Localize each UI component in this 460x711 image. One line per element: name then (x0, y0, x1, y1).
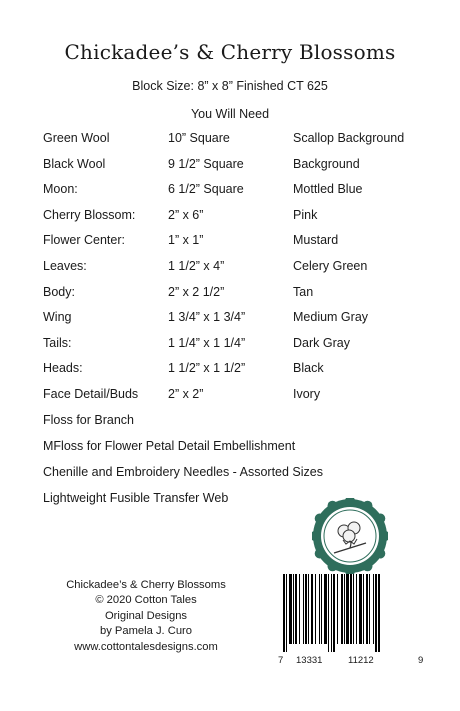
material-size: 1 1/4” x 1 1/4” (168, 335, 246, 350)
material-color: Mottled Blue (293, 182, 363, 197)
barcode-bar (373, 574, 374, 644)
material-row (43, 259, 443, 285)
material-item: Leaves: (43, 258, 87, 273)
material-color: Dark Gray (293, 335, 350, 350)
barcode-bar (378, 574, 380, 652)
barcode-bar (283, 574, 285, 652)
barcode-first-digit: 7 (278, 655, 284, 666)
barcode-bar (331, 574, 332, 652)
pattern-title: Chickadee’s & Cherry Blossoms (64, 40, 396, 64)
material-item: Wing (43, 310, 72, 325)
barcode-bar (328, 574, 329, 652)
barcode-bar (299, 574, 300, 644)
material-item: Tails: (43, 335, 72, 350)
material-item: Green Wool (43, 131, 110, 145)
barcode-bar (346, 574, 349, 644)
credit-copyright: © 2020 Cotton Tales (95, 594, 197, 607)
extra-item: Floss for Branch (43, 413, 135, 427)
material-item: Moon: (43, 182, 78, 197)
barcode-bar (375, 574, 377, 652)
material-size: 6 1/2” Square (168, 182, 244, 197)
material-row (43, 310, 443, 336)
barcode-bar (315, 574, 316, 644)
material-color: Background (293, 156, 360, 171)
material-row (43, 182, 443, 208)
material-row (43, 285, 443, 311)
barcode-bar (286, 574, 287, 652)
barcode-bar (289, 574, 292, 644)
credit-title: Chickadee’s & Cherry Blossoms (66, 579, 226, 591)
material-row (43, 361, 443, 387)
need-heading: You Will Need (190, 107, 270, 121)
material-row (43, 208, 443, 234)
materials-table (43, 131, 443, 413)
barcode-bar (341, 574, 343, 644)
credits-block (56, 578, 236, 655)
cotton-boll-icon (312, 498, 388, 574)
material-item: Body: (43, 284, 75, 299)
material-size: 1 1/2” x 1 1/2” (168, 361, 246, 376)
material-color: Ivory (293, 386, 321, 401)
barcode-bar (366, 574, 368, 644)
material-size: 1 3/4” x 1 3/4” (168, 310, 246, 325)
barcode-bar (359, 574, 362, 644)
barcode (282, 574, 414, 652)
material-item: Heads: (43, 361, 83, 376)
barcode-bar (369, 574, 370, 644)
barcode-right-digits: 11212 (348, 655, 374, 666)
barcode-left-digits: 13331 (296, 655, 323, 666)
barcode-bar (350, 574, 352, 644)
credit-author: by Pamela J. Curo (99, 625, 193, 638)
credit-designs: Original Designs (104, 609, 188, 622)
material-color: Celery Green (293, 258, 368, 273)
material-size: 1” x 1” (168, 233, 204, 248)
barcode-bar (305, 574, 307, 644)
block-info: Block Size: 8” x 8” Finished CT 625 (132, 79, 328, 93)
barcode-bar (363, 574, 364, 644)
material-color: Medium Gray (293, 310, 369, 325)
barcode-last-digit: 9 (418, 655, 424, 666)
material-color: Black (293, 361, 324, 376)
barcode-bar (353, 574, 354, 644)
material-size: 2” x 6” (168, 207, 204, 222)
material-item: Black Wool (43, 156, 106, 171)
material-size: 2” x 2 1/2” (168, 284, 225, 299)
material-item: Cherry Blossom: (43, 207, 136, 222)
material-size: 2” x 2” (168, 386, 204, 401)
material-item: Face Detail/Buds (43, 386, 139, 401)
barcode-bar (311, 574, 313, 644)
extra-item: MFloss for Flower Petal Detail Embellishment (43, 439, 296, 453)
barcode-bar (303, 574, 304, 644)
material-size: 1 1/2” x 4” (168, 258, 225, 273)
barcode-bar (356, 574, 357, 644)
barcode-bar (295, 574, 297, 644)
material-row (43, 131, 443, 157)
extra-item: Lightweight Fusible Transfer Web (43, 491, 229, 505)
barcode-bar (321, 574, 322, 644)
barcode-bar (308, 574, 309, 644)
material-size: 9 1/2” Square (168, 156, 244, 171)
barcode-bar (324, 574, 327, 644)
material-item: Flower Center: (43, 233, 125, 248)
barcode-bar (333, 574, 335, 652)
material-color: Scallop Background (293, 131, 405, 145)
barcode-bar (344, 574, 345, 644)
barcode-bar (337, 574, 338, 644)
material-color: Pink (293, 207, 318, 222)
material-row (43, 336, 443, 362)
extra-item: Chenille and Embroidery Needles - Assorted Sizes (43, 465, 323, 479)
barcode-bar (293, 574, 294, 644)
barcode-bar (319, 574, 320, 644)
credit-website: www.cottontalesdesigns.com (74, 640, 218, 653)
material-color: Tan (293, 284, 314, 299)
material-row (43, 233, 443, 259)
material-row (43, 157, 443, 183)
material-row (43, 387, 443, 413)
material-size: 10” Square (168, 131, 230, 145)
material-color: Mustard (293, 233, 339, 248)
